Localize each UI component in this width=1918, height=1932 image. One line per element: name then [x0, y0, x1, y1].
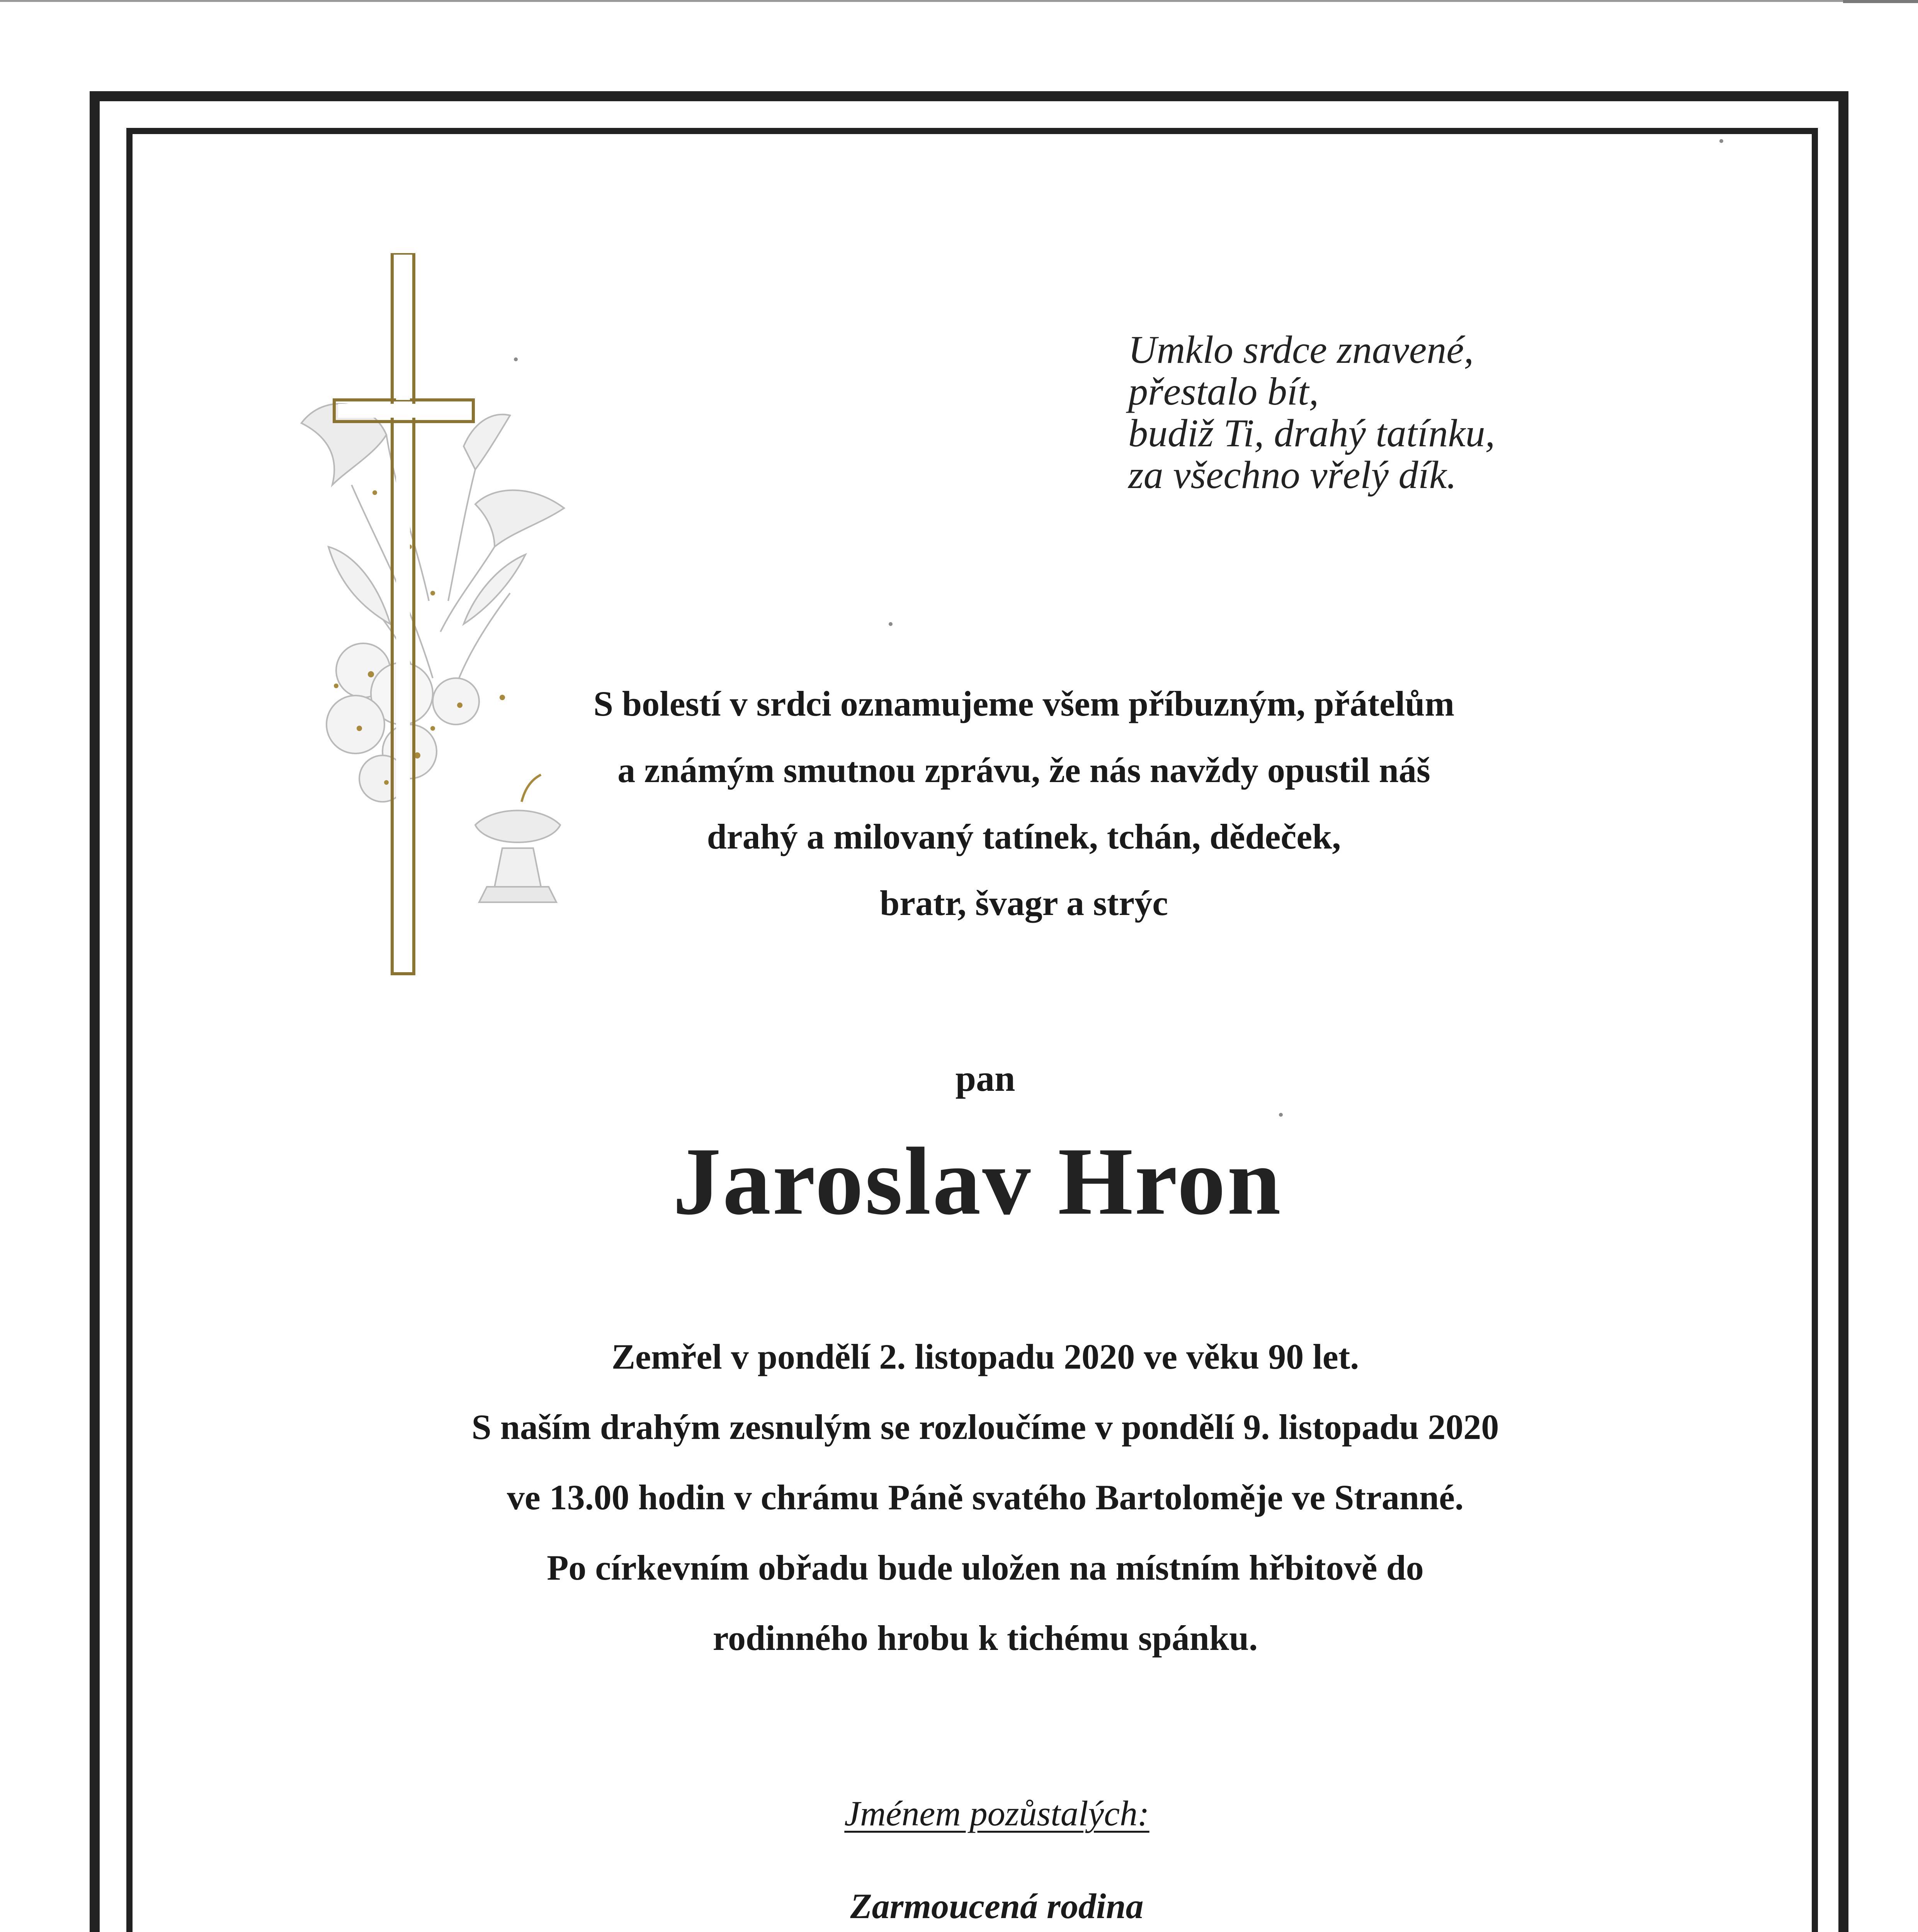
details-line: ve 13.00 hodin v chrámu Páně svatého Bartoloměje ve Stranné.	[507, 1478, 1464, 1517]
details-line: rodinného hrobu k tichému spánku.	[712, 1618, 1258, 1658]
announcement-line: S bolestí v srdci oznamujeme všem příbuzným, přátelům	[593, 684, 1455, 723]
announcement-line: a známým smutnou zprávu, že nás navždy opustil náš	[617, 750, 1430, 790]
family-signature: Zarmoucená rodina	[850, 1886, 1144, 1926]
scan-edge-line	[0, 0, 1918, 2]
poem-line: přestalo bít,	[1128, 370, 1319, 413]
on-behalf-label: Jménem pozůstalých:	[844, 1794, 1149, 1833]
poem-line: budiž Ti, drahý tatínku,	[1128, 412, 1495, 455]
details-line: S naším drahým zesnulým se rozloučíme v pondělí 9. listopadu 2020	[471, 1407, 1499, 1447]
scan-speck	[1719, 139, 1723, 143]
announcement-line: drahý a milovaný tatínek, tchán, dědeček,	[707, 817, 1341, 856]
announcement	[502, 670, 1546, 936]
details-line: Zemřel v pondělí 2. listopadu 2020 ve věku 90 let.	[611, 1337, 1359, 1376]
scan-speck	[514, 357, 518, 361]
poem-line: Umklo srdce znavené,	[1128, 328, 1474, 372]
scan-speck	[889, 622, 893, 626]
scan-speck	[1279, 1113, 1283, 1117]
details-line: Po církevním obřadu bude uložen na místním hřbitově do	[547, 1548, 1424, 1587]
announcement-line: bratr, švagr a strýc	[879, 883, 1168, 923]
memorial-poem	[1128, 330, 1785, 497]
scan-corner-line	[1843, 0, 1918, 3]
poem-line: za všechno vřelý dík.	[1128, 453, 1457, 497]
funeral-details	[348, 1321, 1623, 1673]
deceased-name: Jaroslav Hron	[673, 1128, 1282, 1235]
deceased-title: pan	[955, 1058, 1015, 1099]
